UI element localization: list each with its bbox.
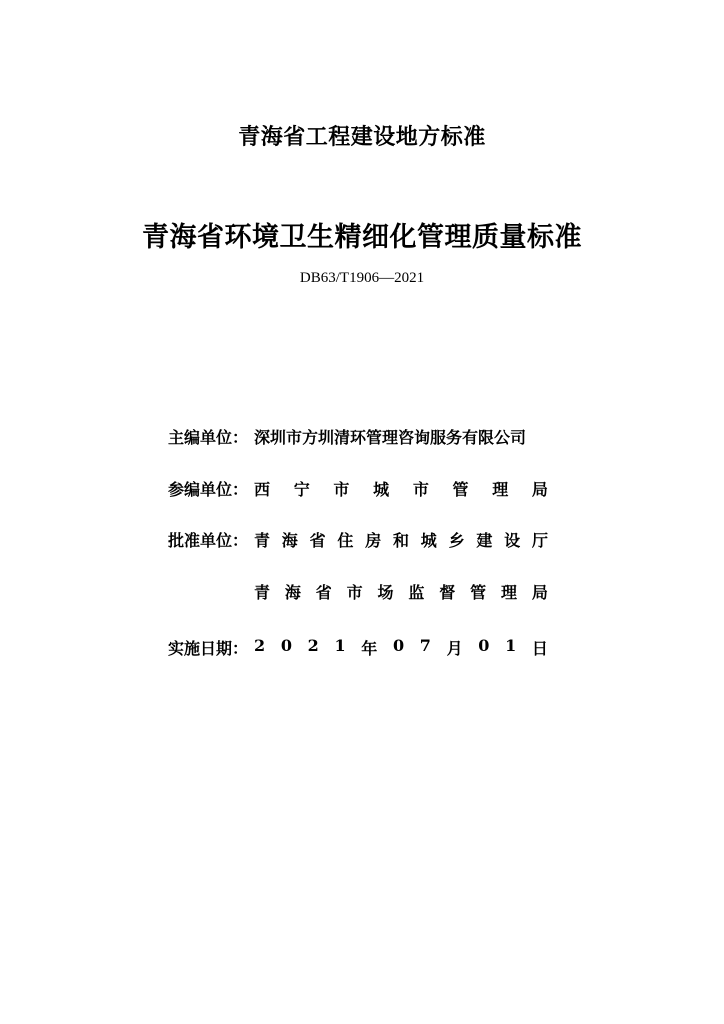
approver-value [254,528,548,551]
char: 青 [254,583,271,602]
char: 建 [476,531,493,550]
co-editor-row [168,477,548,501]
char: 住 [337,531,354,550]
char: 日 [531,639,548,658]
char: 督 [439,583,456,602]
char: 月 [446,639,463,658]
chief-editor-row [168,425,548,449]
char: 房 [365,531,382,550]
char: 青 [254,531,271,550]
char: 场 [377,583,394,602]
chief-editor-value: 深圳市方圳清环管理咨询服务有限公司 [254,428,527,447]
char: 2 [307,636,319,655]
char: 管 [470,583,487,602]
co-editor-value [254,477,548,500]
char: 管 [452,480,469,499]
char: 市 [412,480,429,499]
char: 海 [284,583,301,602]
effective-date-row [168,636,548,660]
char: 和 [392,531,409,550]
char: 0 [280,636,292,655]
char: 市 [346,583,363,602]
char: 理 [492,480,509,499]
char: 厅 [531,531,548,550]
co-editor-label: 参编单位： [168,480,249,499]
char: 设 [504,531,521,550]
char: 监 [408,583,425,602]
effective-date-label: 实施日期： [168,639,249,658]
char: 海 [281,531,298,550]
char: 0 [478,636,490,655]
char: 7 [419,636,431,655]
document-title: 青海省环境卫生精细化管理质量标准 [142,222,582,253]
char: 1 [334,636,346,655]
char: 省 [309,531,326,550]
char: 局 [531,583,548,602]
char: 1 [505,636,517,655]
approver-2-row [168,580,548,604]
series-title: 青海省工程建设地方标准 [238,124,486,150]
approver-row [168,528,548,552]
chief-editor-label: 主编单位： [168,428,249,447]
char: 局 [531,480,548,499]
char: 市 [333,480,350,499]
char: 西 [254,480,271,499]
approver-label: 批准单位： [168,531,249,550]
char: 理 [501,583,518,602]
char: 城 [420,531,437,550]
effective-date-value [254,636,548,659]
char: 年 [361,639,378,658]
approver-2-value [254,580,548,603]
char: 城 [373,480,390,499]
char: 0 [392,636,405,655]
char: 2 [254,636,266,655]
char: 宁 [293,480,310,499]
document-code: DB63/T1906—2021 [299,270,425,286]
char: 省 [315,583,332,602]
char: 乡 [448,531,465,550]
